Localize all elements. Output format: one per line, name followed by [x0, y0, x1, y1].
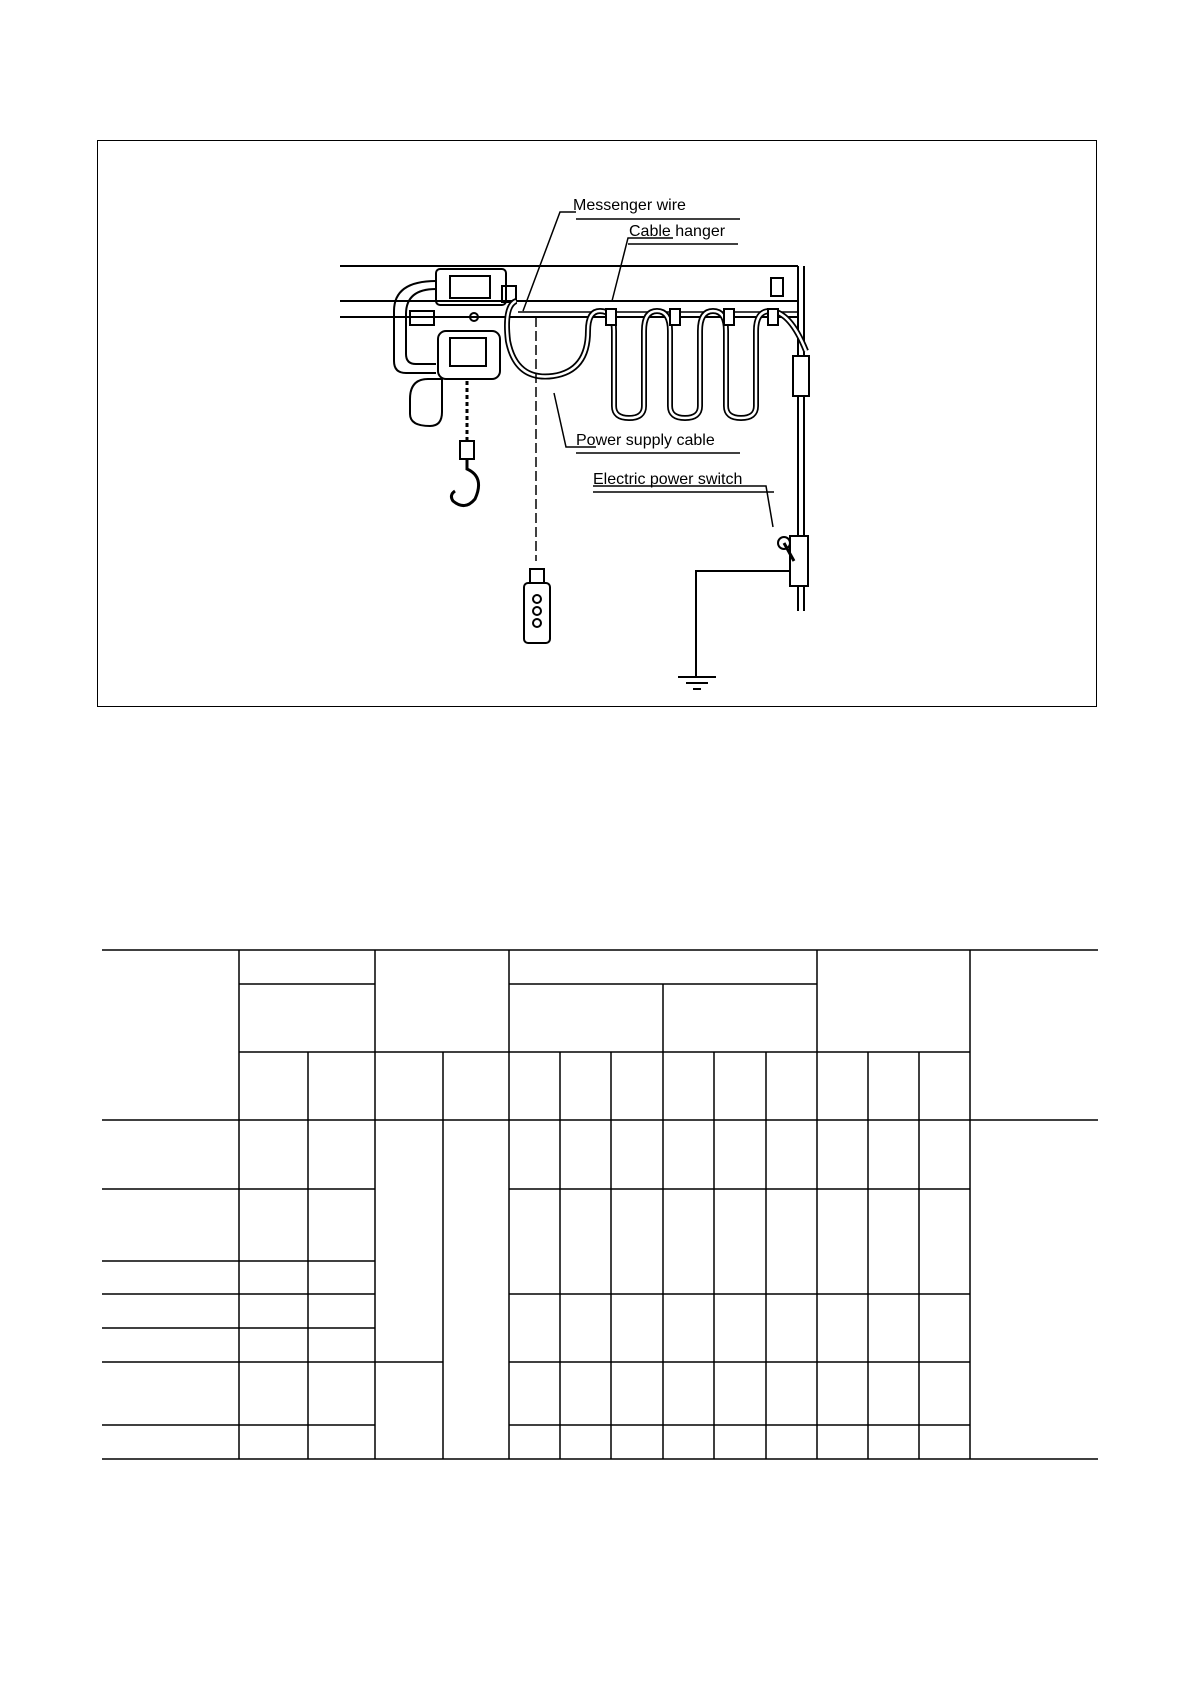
chain-bucket	[410, 379, 442, 426]
label-messenger-wire: Messenger wire	[573, 197, 686, 214]
label-electric-power-switch: Electric power switch	[593, 471, 743, 488]
hook-block	[460, 441, 474, 459]
junction-box	[793, 356, 809, 396]
leader-cable-hanger	[612, 238, 673, 301]
cable-hanger-3	[724, 309, 734, 325]
trolley-box	[436, 269, 506, 305]
trolley-window	[450, 276, 490, 298]
pendant-switch	[524, 583, 550, 643]
hook	[451, 459, 478, 506]
figure-frame	[97, 140, 1097, 707]
label-cable-hanger: Cable hanger	[629, 223, 726, 240]
pendant-strain-relief	[530, 569, 544, 583]
hoist-installation-diagram	[98, 141, 1098, 708]
pendant-button-2	[533, 607, 541, 615]
pendant-button-3	[533, 619, 541, 627]
cable-hanger-2	[670, 309, 680, 325]
cable-hanger-4	[768, 309, 778, 325]
table-grid	[102, 948, 1098, 1461]
beam-plate	[771, 278, 783, 296]
cable-hanger-1	[606, 309, 616, 325]
hoist-window	[450, 338, 486, 366]
ground-wire	[696, 571, 790, 677]
pendant-button-1	[533, 595, 541, 603]
power-supply-cable-outer	[507, 301, 806, 418]
label-power-supply-cable: Power supply cable	[576, 432, 715, 449]
specification-table	[102, 948, 1098, 1461]
leader-messenger-wire	[523, 212, 576, 311]
